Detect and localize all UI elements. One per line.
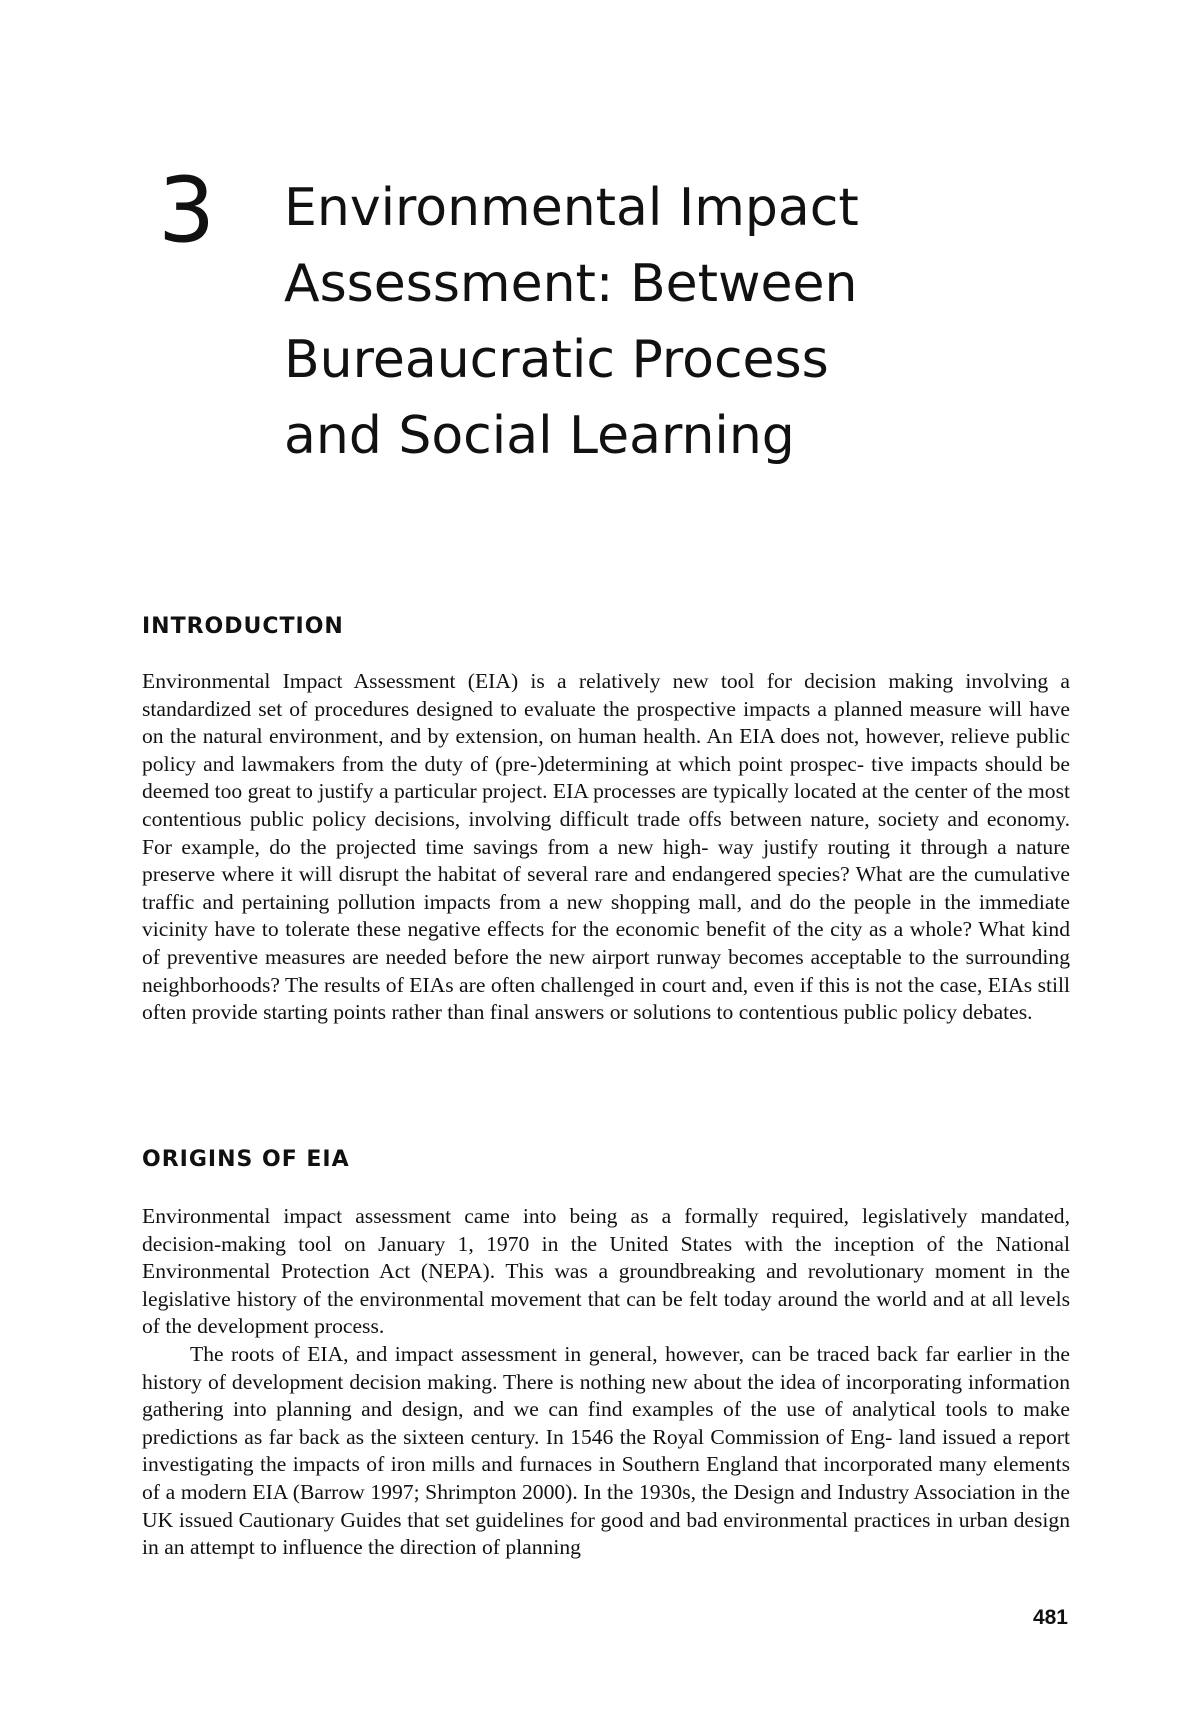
origins-paragraph-2: The roots of EIA, and impact assessment in general, however, can be traced back far earlier in the history of development decision making. There is nothing new about the idea of incorporating information gathering into planning and design, and we can find examples of the use of analytical tools to make predictions as far back as the sixteen century. In 1546 the Royal Commission of Eng- land issued a report investigating the impacts of iron mills and furnaces in Southern England that incorporated many elements of a modern EIA (Barrow 1997; Shrimpton 2000). In the 1930s, the Design and Industry Association in the UK issued Cautionary Guides that set guidelines for good and bad environmental practices in urban design in an attempt to influence the direction of planning bbox=[142, 1342, 1070, 1560]
chapter-title-line: and Social Learning bbox=[284, 406, 795, 466]
chapter-number: 3 bbox=[158, 158, 216, 263]
origins-paragraph-1: Environmental impact assessment came into being as a formally required, legislatively mandated, decision-making tool on January 1, 1970 in the United States with the inception of the National Environmental Protection Act (NEPA). This was a groundbreaking and revolutionary moment in the legislative history of the environmental movement that can be felt today around the world and at all levels of the development process. bbox=[142, 1204, 1070, 1339]
introduction-paragraph: Environmental Impact Assessment (EIA) is a relatively new tool for decision making involving a standardized set of procedures designed to evaluate the prospective impacts a planned measure will have on the natural environment, and by extension, on human health. An EIA does not, however, relieve public policy and lawmakers from the duty of (pre-)determining at which point prospec- tive impacts should be deemed too great to justify a particular project. EIA processes are typically located at the center of the most contentious public policy decisions, involving difficult trade offs between nature, society and economy. For example, do the projected time savings from a new high- way justify routing it through a nature preserve where it will disrupt the habitat of several rare and endangered species? What are the cumulative traffic and pertaining pollution impacts from a new shopping mall, and do the people in the immediate vicinity have to tolerate these negative effects for the economic benefit of the city as a whole? What kind of preventive measures are needed before the new airport runway becomes acceptable to the surrounding neighborhoods? The results of EIAs are often challenged in court and, even if this is not the case, EIAs still often provide starting points rather than final answers or solutions to contentious public policy debates. bbox=[142, 669, 1070, 1025]
section-heading-origins: ORIGINS OF EIA bbox=[142, 1147, 350, 1172]
chapter-title-line: Bureaucratic Process bbox=[284, 330, 829, 390]
page-number: 481 bbox=[1032, 1606, 1068, 1629]
section-heading-introduction: INTRODUCTION bbox=[142, 614, 344, 639]
chapter-title-line: Assessment: Between bbox=[284, 254, 858, 314]
chapter-title-line: Environmental Impact bbox=[284, 178, 859, 238]
chapter-title bbox=[284, 170, 1044, 474]
